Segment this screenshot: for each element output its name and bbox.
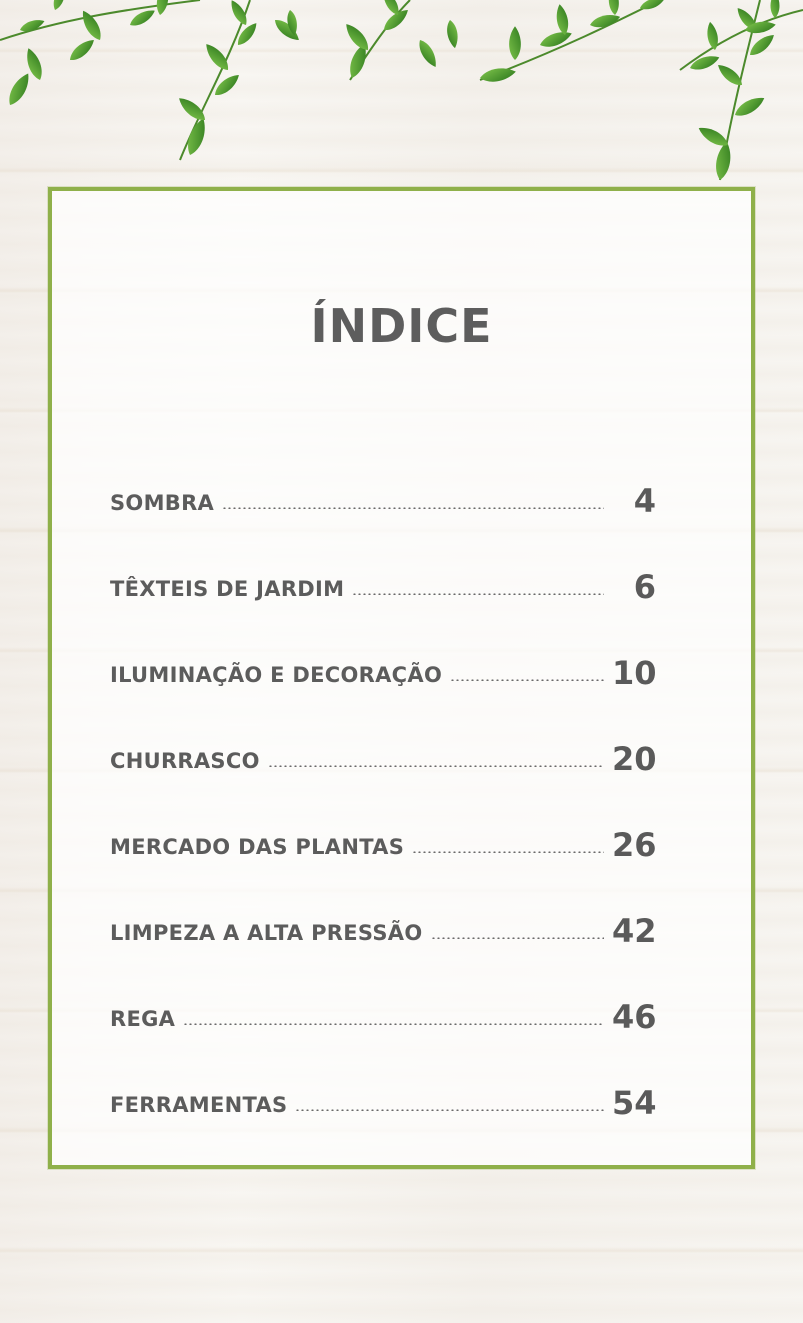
- leaf-branches-icon: [0, 0, 803, 200]
- toc-entry-label: SOMBRA: [110, 491, 215, 515]
- toc-entry-label: LIMPEZA A ALTA PRESSÃO: [110, 921, 423, 945]
- toc-entry-limpeza-a-alta-pressao: [110, 861, 657, 950]
- dot-leader: [431, 937, 604, 939]
- toc-entry-rega: [110, 947, 657, 1036]
- toc-entry-iluminacao-e-decoracao: [110, 603, 657, 692]
- toc-entry-page: 10: [612, 654, 657, 692]
- table-of-contents: [110, 431, 657, 1122]
- toc-entry-label: TÊXTEIS DE JARDIM: [110, 577, 345, 601]
- toc-entry-page: 4: [633, 482, 656, 520]
- toc-entry-label: REGA: [110, 1007, 176, 1031]
- toc-entry-page: 6: [633, 568, 656, 606]
- toc-entry-label: CHURRASCO: [110, 749, 260, 773]
- dot-leader: [352, 593, 604, 595]
- toc-entry-churrasco: [110, 689, 657, 778]
- dot-leader: [268, 765, 604, 767]
- toc-entry-mercado-das-plantas: [110, 775, 657, 864]
- dot-leader: [222, 507, 604, 509]
- toc-entry-page: 20: [612, 740, 657, 778]
- toc-entry-sombra: [110, 431, 656, 520]
- dot-leader: [450, 679, 604, 681]
- dot-leader: [183, 1023, 604, 1025]
- toc-entry-page: 42: [612, 912, 657, 950]
- toc-entry-ferramentas: [110, 1033, 657, 1122]
- toc-entry-label: FERRAMENTAS: [110, 1093, 288, 1117]
- toc-entry-label: MERCADO DAS PLANTAS: [110, 835, 405, 859]
- toc-entry-page: 54: [612, 1084, 657, 1122]
- toc-entry-page: 46: [612, 998, 657, 1036]
- page-title: ÍNDICE: [310, 299, 493, 353]
- dot-leader: [412, 851, 604, 853]
- index-card: [48, 187, 755, 1169]
- toc-entry-texteis-de-jardim: [110, 517, 656, 606]
- dot-leader: [295, 1109, 604, 1111]
- toc-entry-label: ILUMINAÇÃO E DECORAÇÃO: [110, 663, 443, 687]
- toc-entry-page: 26: [612, 826, 657, 864]
